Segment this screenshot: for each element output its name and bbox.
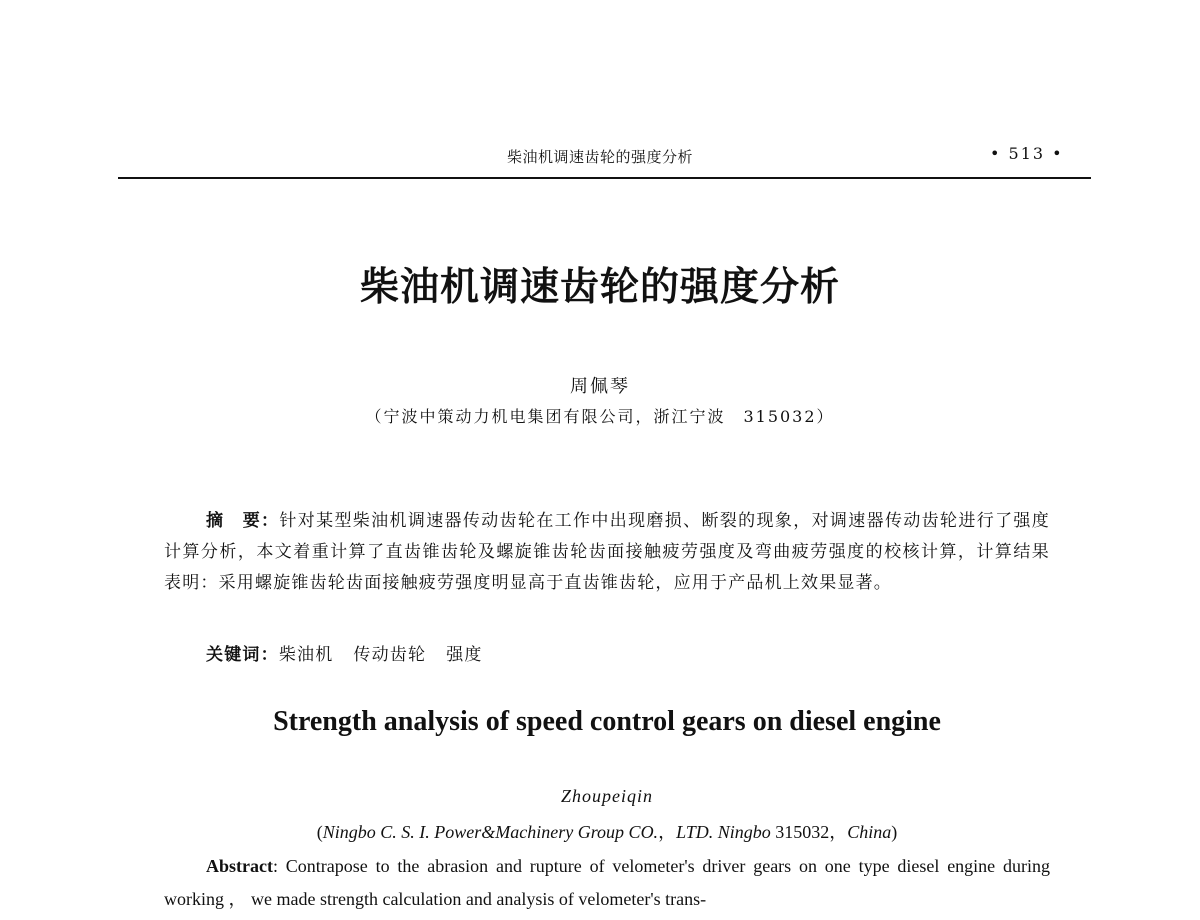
affiliation-cn: （宁波中策动力机电集团有限公司，浙江宁波 315032） xyxy=(365,407,835,426)
running-title: 柴油机调速齿轮的强度分析 xyxy=(506,148,693,166)
keyword: 柴油机 xyxy=(278,645,334,665)
abstract-text-cn: 针对某型柴油机调速器传动齿轮在工作中出现磨损、断裂的现象，对调速器传动齿轮进行了强度计算分析，本文着重计算了直齿锥齿轮及螺旋锥齿轮齿面接触疲劳强度及弯曲疲劳强度的校核计算，计算结果表明：采用螺旋锥齿轮齿面接触疲劳强度明显高于直齿锥齿轮，应用于产品机上效果显著。 xyxy=(164,511,1050,593)
author-en: Zhoupeiqin xyxy=(560,786,653,806)
keyword: 强度 xyxy=(446,645,483,665)
abstract-en: Abstract: Contrapose to the abrasion and rupture of velometer's driver gears on one type diesel engine during working ， we made strength calculation and analysis of velometer's trans- xyxy=(164,856,1050,909)
keywords-cn xyxy=(206,640,483,665)
abstract-text-en: Contrapose to the abrasion and rupture of velometer's driver gears on one type diesel engine during working ， we made strength calculation and analysis of velometer's trans- xyxy=(164,856,1050,909)
abstract-cn xyxy=(164,506,1050,599)
header-rule xyxy=(118,177,1091,179)
affiliation-en: (Ningbo C. S. I. Power&Machinery Group CO.，LTD. Ningbo 315032，China) xyxy=(316,822,898,842)
paper-title-en: Strength analysis of speed control gears on diesel engine xyxy=(273,706,941,737)
keyword: 传动齿轮 xyxy=(353,645,427,665)
paper-title-cn: 柴油机调速齿轮的强度分析 xyxy=(359,265,840,310)
abstract-label-cn: 摘 要： xyxy=(206,511,280,531)
page-number: • 513 • xyxy=(990,144,1064,163)
keywords-label-cn: 关键词： xyxy=(206,645,279,665)
author-cn: 周佩琴 xyxy=(570,376,630,397)
abstract-label-en: Abstract xyxy=(206,856,273,876)
